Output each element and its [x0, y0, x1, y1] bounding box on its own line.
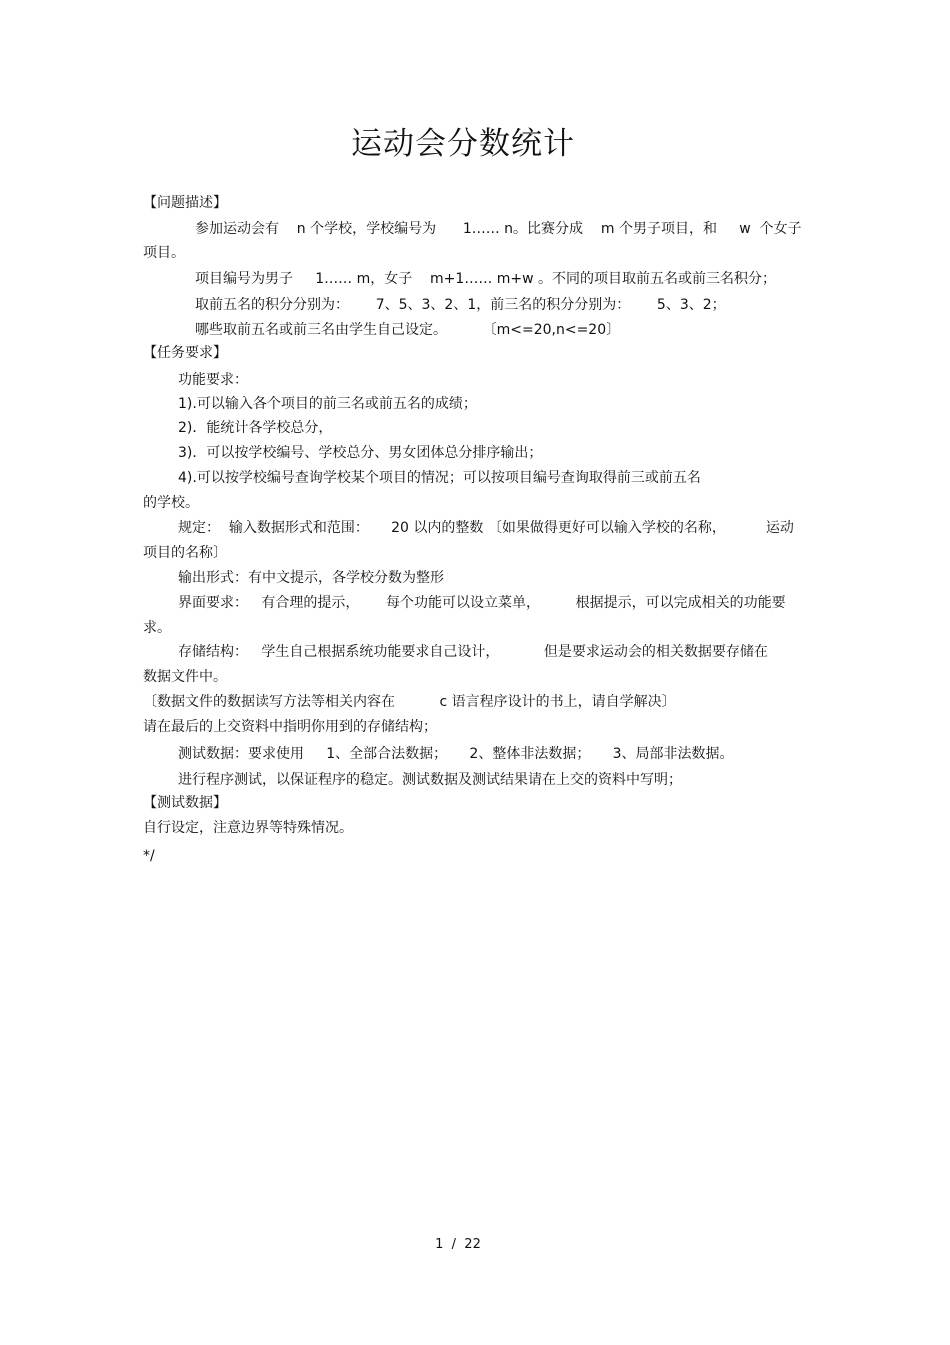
text-line: 【测试数据】 — [143, 795, 227, 811]
text-line: */ — [143, 848, 155, 864]
text-line: 【问题描述】 — [143, 195, 227, 211]
text-line: 项目编号为男子 1…… m，女子 m+1…… m+w 。不同的项目取前五名或前三名积分； — [195, 271, 777, 287]
text-line: 哪些取前五名或前三名由学生自己设定。 〔m<=20,n<=20〕 — [195, 322, 621, 338]
text-line: 求。 — [143, 620, 171, 636]
text-line: 项目的名称〕 — [143, 545, 227, 561]
text-line: 界面要求： 有合理的提示， 每个功能可以设立菜单， 根据提示，可以完成相关的功能要 — [178, 595, 786, 611]
text-line: 进行程序测试，以保证程序的稳定。测试数据及测试结果请在上交的资料中写明； — [178, 772, 682, 788]
text-line: 参加运动会有 n 个学校，学校编号为 1…… n。比赛分成 m 个男子项目，和 w 个女子 — [195, 221, 802, 237]
text-line: 自行设定，注意边界等特殊情况。 — [143, 820, 353, 836]
text-line: 〔数据文件的数据读写方法等相关内容在 c 语言程序设计的书上，请自学解决〕 — [143, 694, 676, 710]
text-line: 功能要求： — [178, 372, 248, 388]
text-line: 数据文件中。 — [143, 669, 227, 685]
text-line: 4).可以按学校编号查询学校某个项目的情况；可以按项目编号查询取得前三或前五名 — [178, 470, 701, 486]
page-indicator: 1 / 22 — [435, 1237, 481, 1252]
text-line: 输出形式：有中文提示，各学校分数为整形 — [178, 570, 444, 586]
text-line: 取前五名的积分分别为： 7、5、3、2、1，前三名的积分分别为： 5、3、2； — [195, 297, 726, 313]
text-line: 项目。 — [143, 245, 185, 261]
text-line: 1).可以输入各个项目的前三名或前五名的成绩； — [178, 396, 477, 412]
text-line: 2)．能统计各学校总分， — [178, 420, 333, 436]
text-line: 测试数据：要求使用 1、全部合法数据； 2、整体非法数据； 3、局部非法数据。 — [178, 746, 734, 762]
text-line: 请在最后的上交资料中指明你用到的存储结构； — [143, 719, 437, 735]
document-title: 运动会分数统计 — [351, 126, 575, 162]
text-line: 的学校。 — [143, 495, 199, 511]
text-line: 【任务要求】 — [143, 345, 227, 361]
text-line: 3)．可以按学校编号、学校总分、男女团体总分排序输出； — [178, 445, 543, 461]
text-line: 规定： 输入数据形式和范围： 20 以内的整数 〔如果做得更好可以输入学校的名称， 运动 — [178, 520, 794, 536]
text-line: 存储结构： 学生自己根据系统功能要求自己设计， 但是要求运动会的相关数据要存储在 — [178, 644, 768, 660]
